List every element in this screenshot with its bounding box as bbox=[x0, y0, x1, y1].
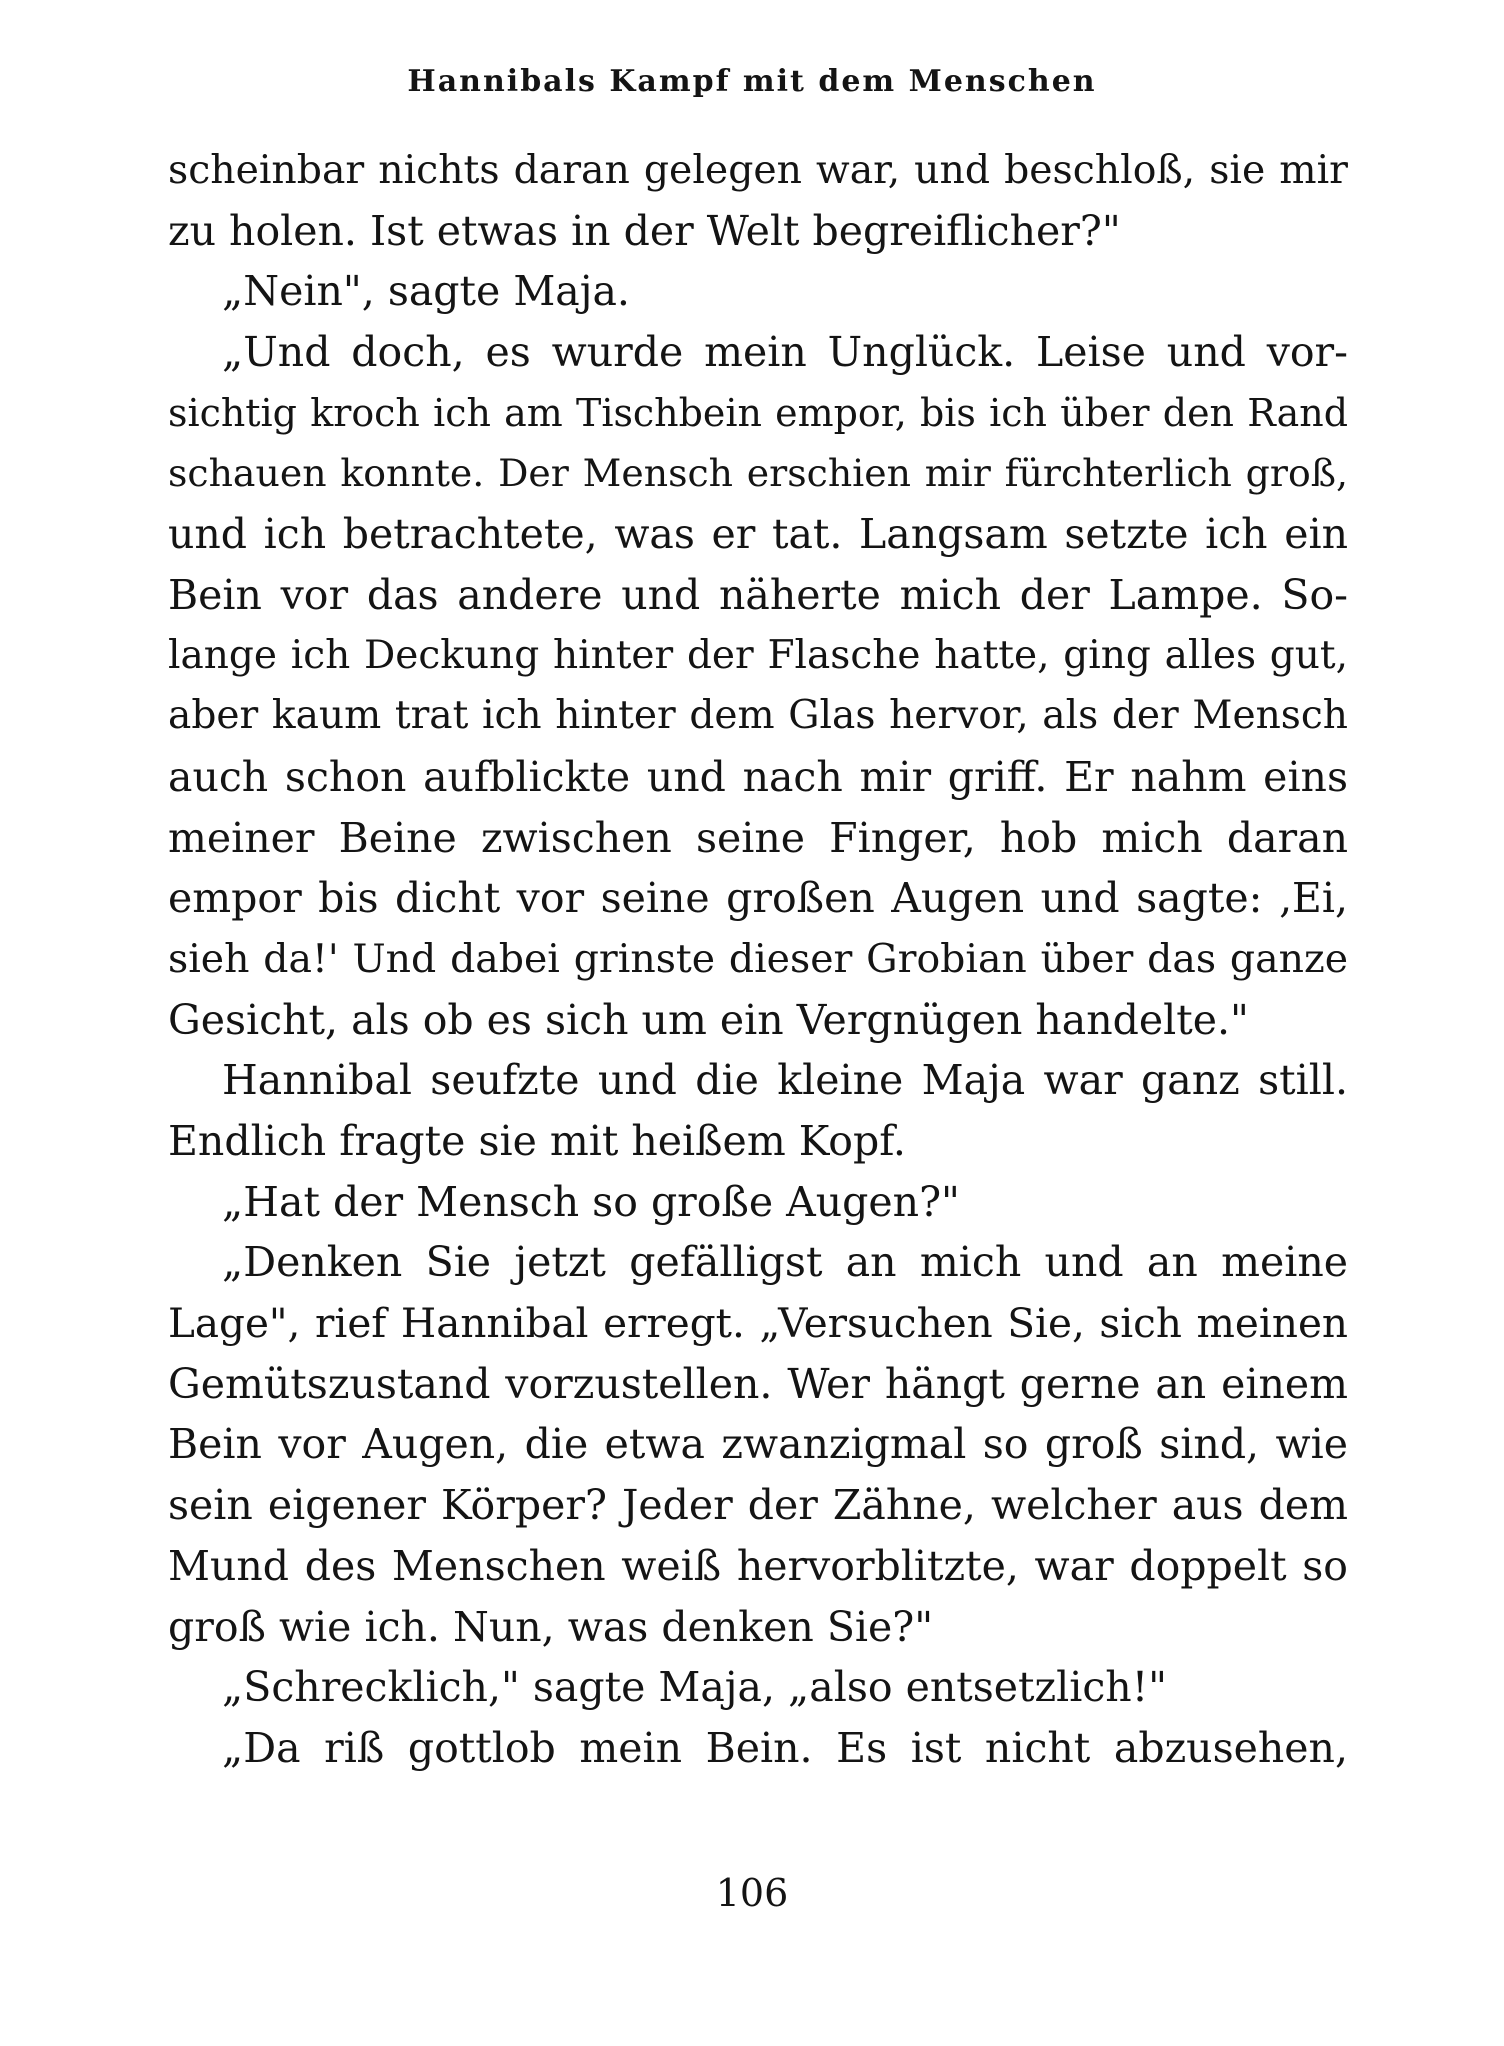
text-line: meiner Beine zwischen seine Finger, hob mich daran bbox=[168, 813, 1348, 862]
text-line: Bein vor das andere und näherte mich der Lampe. So- bbox=[168, 570, 1348, 619]
text-line: lange ich Deckung hinter der Flasche hatte, ging alles gut, bbox=[168, 632, 1348, 678]
text-line: Endlich fragte sie mit heißem Kopf. bbox=[168, 1117, 906, 1165]
body-text bbox=[168, 140, 1348, 1779]
text-line: zu holen. Ist etwas in der Welt begreiflicher?" bbox=[168, 206, 1121, 255]
text-line: sieh da!' Und dabei grinste dieser Grobian über das ganze bbox=[168, 935, 1348, 982]
text-line: auch schon aufblickte und nach mir griff. Er nahm eins bbox=[168, 752, 1348, 801]
text-line: „Denken Sie jetzt gefälligst an mich und an meine bbox=[222, 1238, 1348, 1287]
text-line: und ich betrachtete, was er tat. Langsam setzte ich ein bbox=[168, 510, 1348, 559]
running-title: Hannibals Kampf mit dem Menschen bbox=[407, 64, 1097, 99]
text-line: Mund des Menschen weiß hervorblitzte, war doppelt so bbox=[168, 1541, 1348, 1590]
text-line: „Da riß gottlob mein Bein. Es ist nicht abzusehen, bbox=[222, 1723, 1348, 1772]
text-line: Gemütszustand vorzustellen. Wer hängt gerne an einem bbox=[168, 1359, 1348, 1408]
text-line: Gesicht, als ob es sich um ein Vergnügen handelte." bbox=[168, 995, 1249, 1044]
text-line: Hannibal seufzte und die kleine Maja war ganz still. bbox=[222, 1056, 1348, 1105]
text-line: scheinbar nichts daran gelegen war, und beschloß, sie mir bbox=[168, 147, 1348, 193]
text-line: Bein vor Augen, die etwa zwanzigmal so groß sind, wie bbox=[168, 1420, 1348, 1469]
text-line: „Schrecklich," sagte Maja, „also entsetzlich!" bbox=[222, 1663, 1168, 1712]
text-line: sein eigener Körper? Jeder der Zähne, welcher aus dem bbox=[168, 1481, 1348, 1530]
text-line: Lage", rief Hannibal erregt. „Versuchen Sie, sich meinen bbox=[168, 1299, 1348, 1348]
text-line: empor bis dicht vor seine großen Augen und sagte: ‚Ei, bbox=[168, 874, 1348, 923]
text-line: „Nein", sagte Maja. bbox=[222, 267, 630, 316]
text-line: aber kaum trat ich hinter dem Glas hervor, als der Mensch bbox=[168, 693, 1348, 739]
text-line: sichtig kroch ich am Tischbein empor, bis ich über den Rand bbox=[168, 390, 1348, 435]
text-line: schauen konnte. Der Mensch erschien mir fürchterlich groß, bbox=[168, 451, 1348, 496]
text-line: „Hat der Mensch so große Augen?" bbox=[222, 1177, 960, 1226]
page-number: 106 bbox=[715, 1871, 789, 1915]
text-line: groß wie ich. Nun, was denken Sie?" bbox=[168, 1602, 934, 1651]
text-line: „Und doch, es wurde mein Unglück. Leise und vor- bbox=[222, 328, 1348, 377]
